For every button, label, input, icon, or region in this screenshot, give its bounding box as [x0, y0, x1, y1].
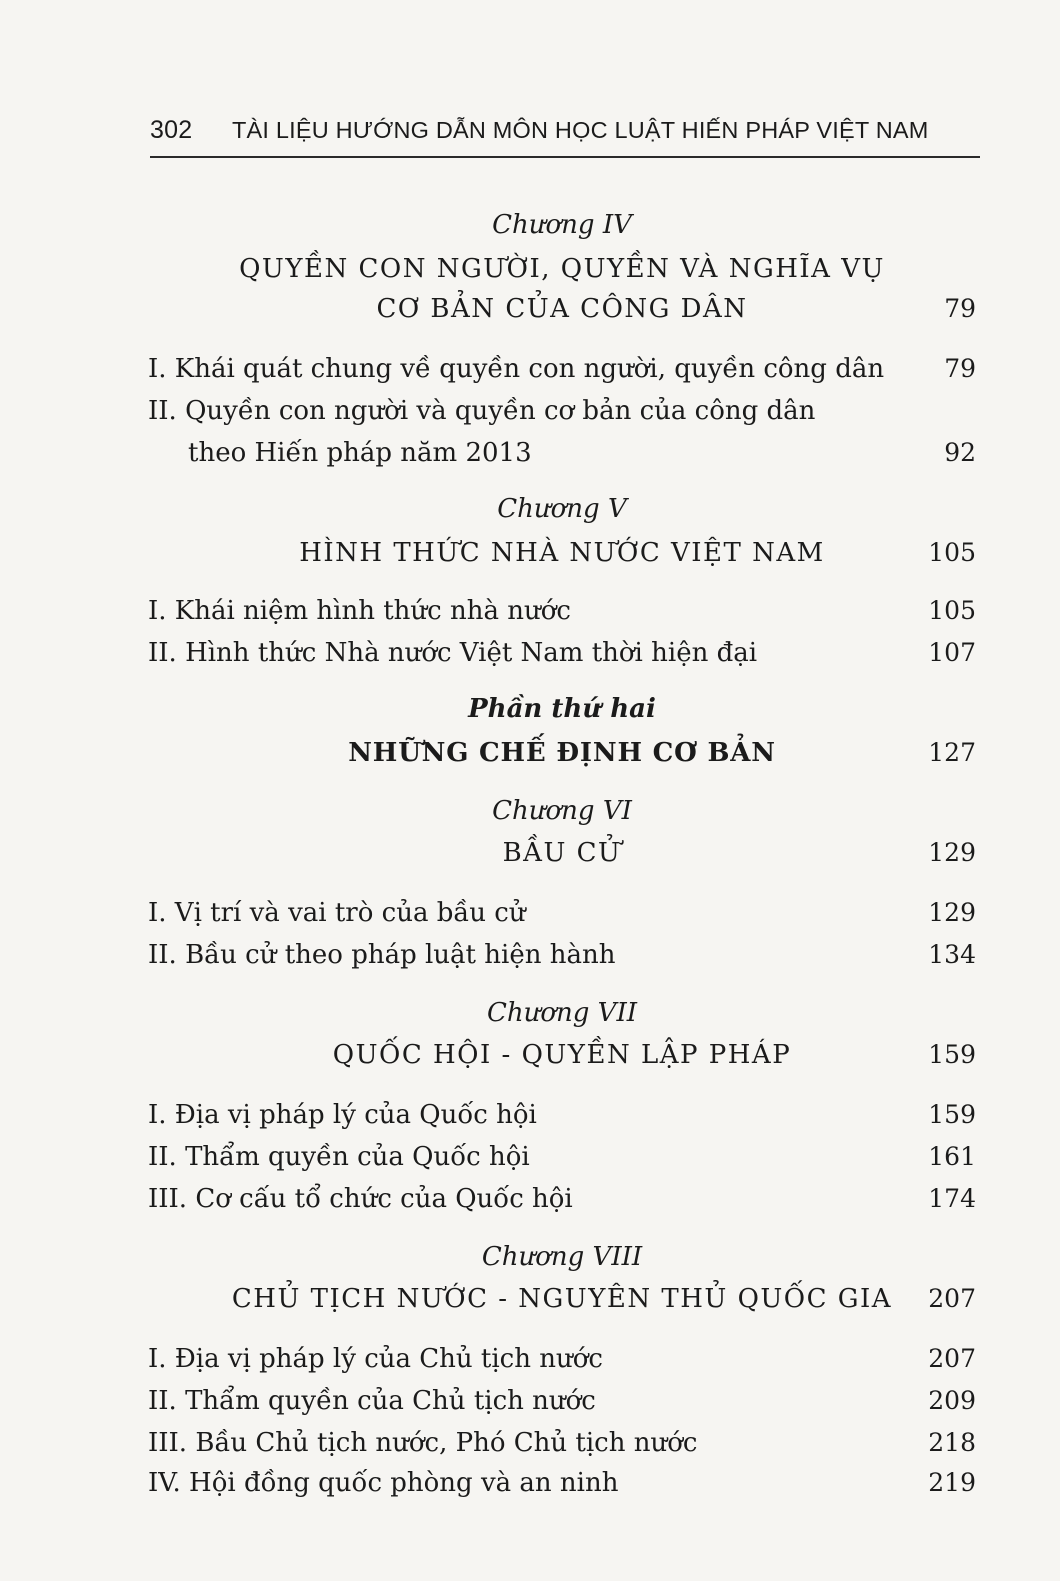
toc-page-number: 209	[928, 1386, 976, 1415]
toc-entry: II. Thẩm quyền của Chủ tịch nước 209	[148, 1382, 976, 1420]
toc-page-number: 219	[928, 1468, 976, 1497]
toc-entry: I. Vị trí và vai trò của bầu cử 129	[148, 894, 976, 932]
toc-page-number: 105	[928, 538, 976, 567]
toc-entry: II. Quyền con người và quyền cơ bản của công dân	[148, 396, 816, 426]
toc-chapter-title: CHỦ TỊCH NƯỚC - NGUYÊN THỦ QUỐC GIA 207	[148, 1280, 976, 1318]
toc-entry: II. Hình thức Nhà nước Việt Nam thời hiện đại 107	[148, 634, 976, 672]
toc-page-number: 129	[928, 838, 976, 867]
toc-entry-continuation: theo Hiến pháp năm 2013 92	[148, 434, 976, 472]
toc-chapter-label: Chương IV	[492, 210, 632, 240]
toc-page-number: 207	[928, 1284, 976, 1313]
toc-entry: I. Địa vị pháp lý của Chủ tịch nước 207	[148, 1340, 976, 1378]
toc-entry: III. Cơ cấu tổ chức của Quốc hội 174	[148, 1180, 976, 1218]
toc-chapter-title: BẦU CỬ 129	[148, 834, 976, 872]
toc-chapter-label: Chương VIII	[481, 1242, 643, 1272]
toc-entry: II. Bầu cử theo pháp luật hiện hành 134	[148, 936, 976, 974]
toc-entry: II. Thẩm quyền của Quốc hội 161	[148, 1138, 976, 1176]
toc-page-number: 134	[928, 940, 976, 969]
toc-page-number: 159	[928, 1100, 976, 1129]
toc-entry: IV. Hội đồng quốc phòng và an ninh 219	[148, 1464, 976, 1502]
toc-entry: I. Khái niệm hình thức nhà nước 105	[148, 592, 976, 630]
toc-chapter-title: CƠ BẢN CỦA CÔNG DÂN 79	[148, 290, 976, 328]
toc-chapter-title: QUỐC HỘI - QUYỀN LẬP PHÁP 159	[148, 1036, 976, 1074]
toc-page-number: 129	[928, 898, 976, 927]
toc-page-number: 127	[928, 738, 976, 767]
page-number: 302	[150, 116, 193, 144]
toc-chapter-title: HÌNH THỨC NHÀ NƯỚC VIỆT NAM 105	[148, 534, 976, 572]
toc-part-title: NHỮNG CHẾ ĐỊNH CƠ BẢN 127	[148, 734, 976, 772]
toc-page-number: 79	[944, 294, 976, 323]
toc-page-number: 92	[944, 438, 976, 467]
toc-part-label: Phần thứ hai	[468, 694, 656, 724]
toc-page-number: 207	[928, 1344, 976, 1373]
toc-page-number: 174	[928, 1184, 976, 1213]
toc-page-number: 79	[944, 354, 976, 383]
toc-chapter-title: QUYỀN CON NGƯỜI, QUYỀN VÀ NGHĨA VỤ	[239, 254, 885, 284]
toc-chapter-label: Chương VI	[492, 796, 632, 826]
toc-page-number: 105	[928, 596, 976, 625]
toc-chapter-label: Chương V	[497, 494, 627, 524]
toc-chapter-label: Chương VII	[486, 998, 637, 1028]
toc-page-number: 161	[928, 1142, 976, 1171]
toc-page-number: 159	[928, 1040, 976, 1069]
toc-entry: I. Khái quát chung về quyền con người, quyền công dân 79	[148, 350, 976, 388]
toc-page-number: 107	[928, 638, 976, 667]
toc-page-number: 218	[928, 1428, 976, 1457]
toc-entry: I. Địa vị pháp lý của Quốc hội 159	[148, 1096, 976, 1134]
running-header	[150, 116, 980, 158]
toc-entry: III. Bầu Chủ tịch nước, Phó Chủ tịch nước 218	[148, 1424, 976, 1462]
running-title: TÀI LIỆU HƯỚNG DẪN MÔN HỌC LUẬT HIẾN PHÁP VIỆT NAM	[232, 117, 929, 143]
